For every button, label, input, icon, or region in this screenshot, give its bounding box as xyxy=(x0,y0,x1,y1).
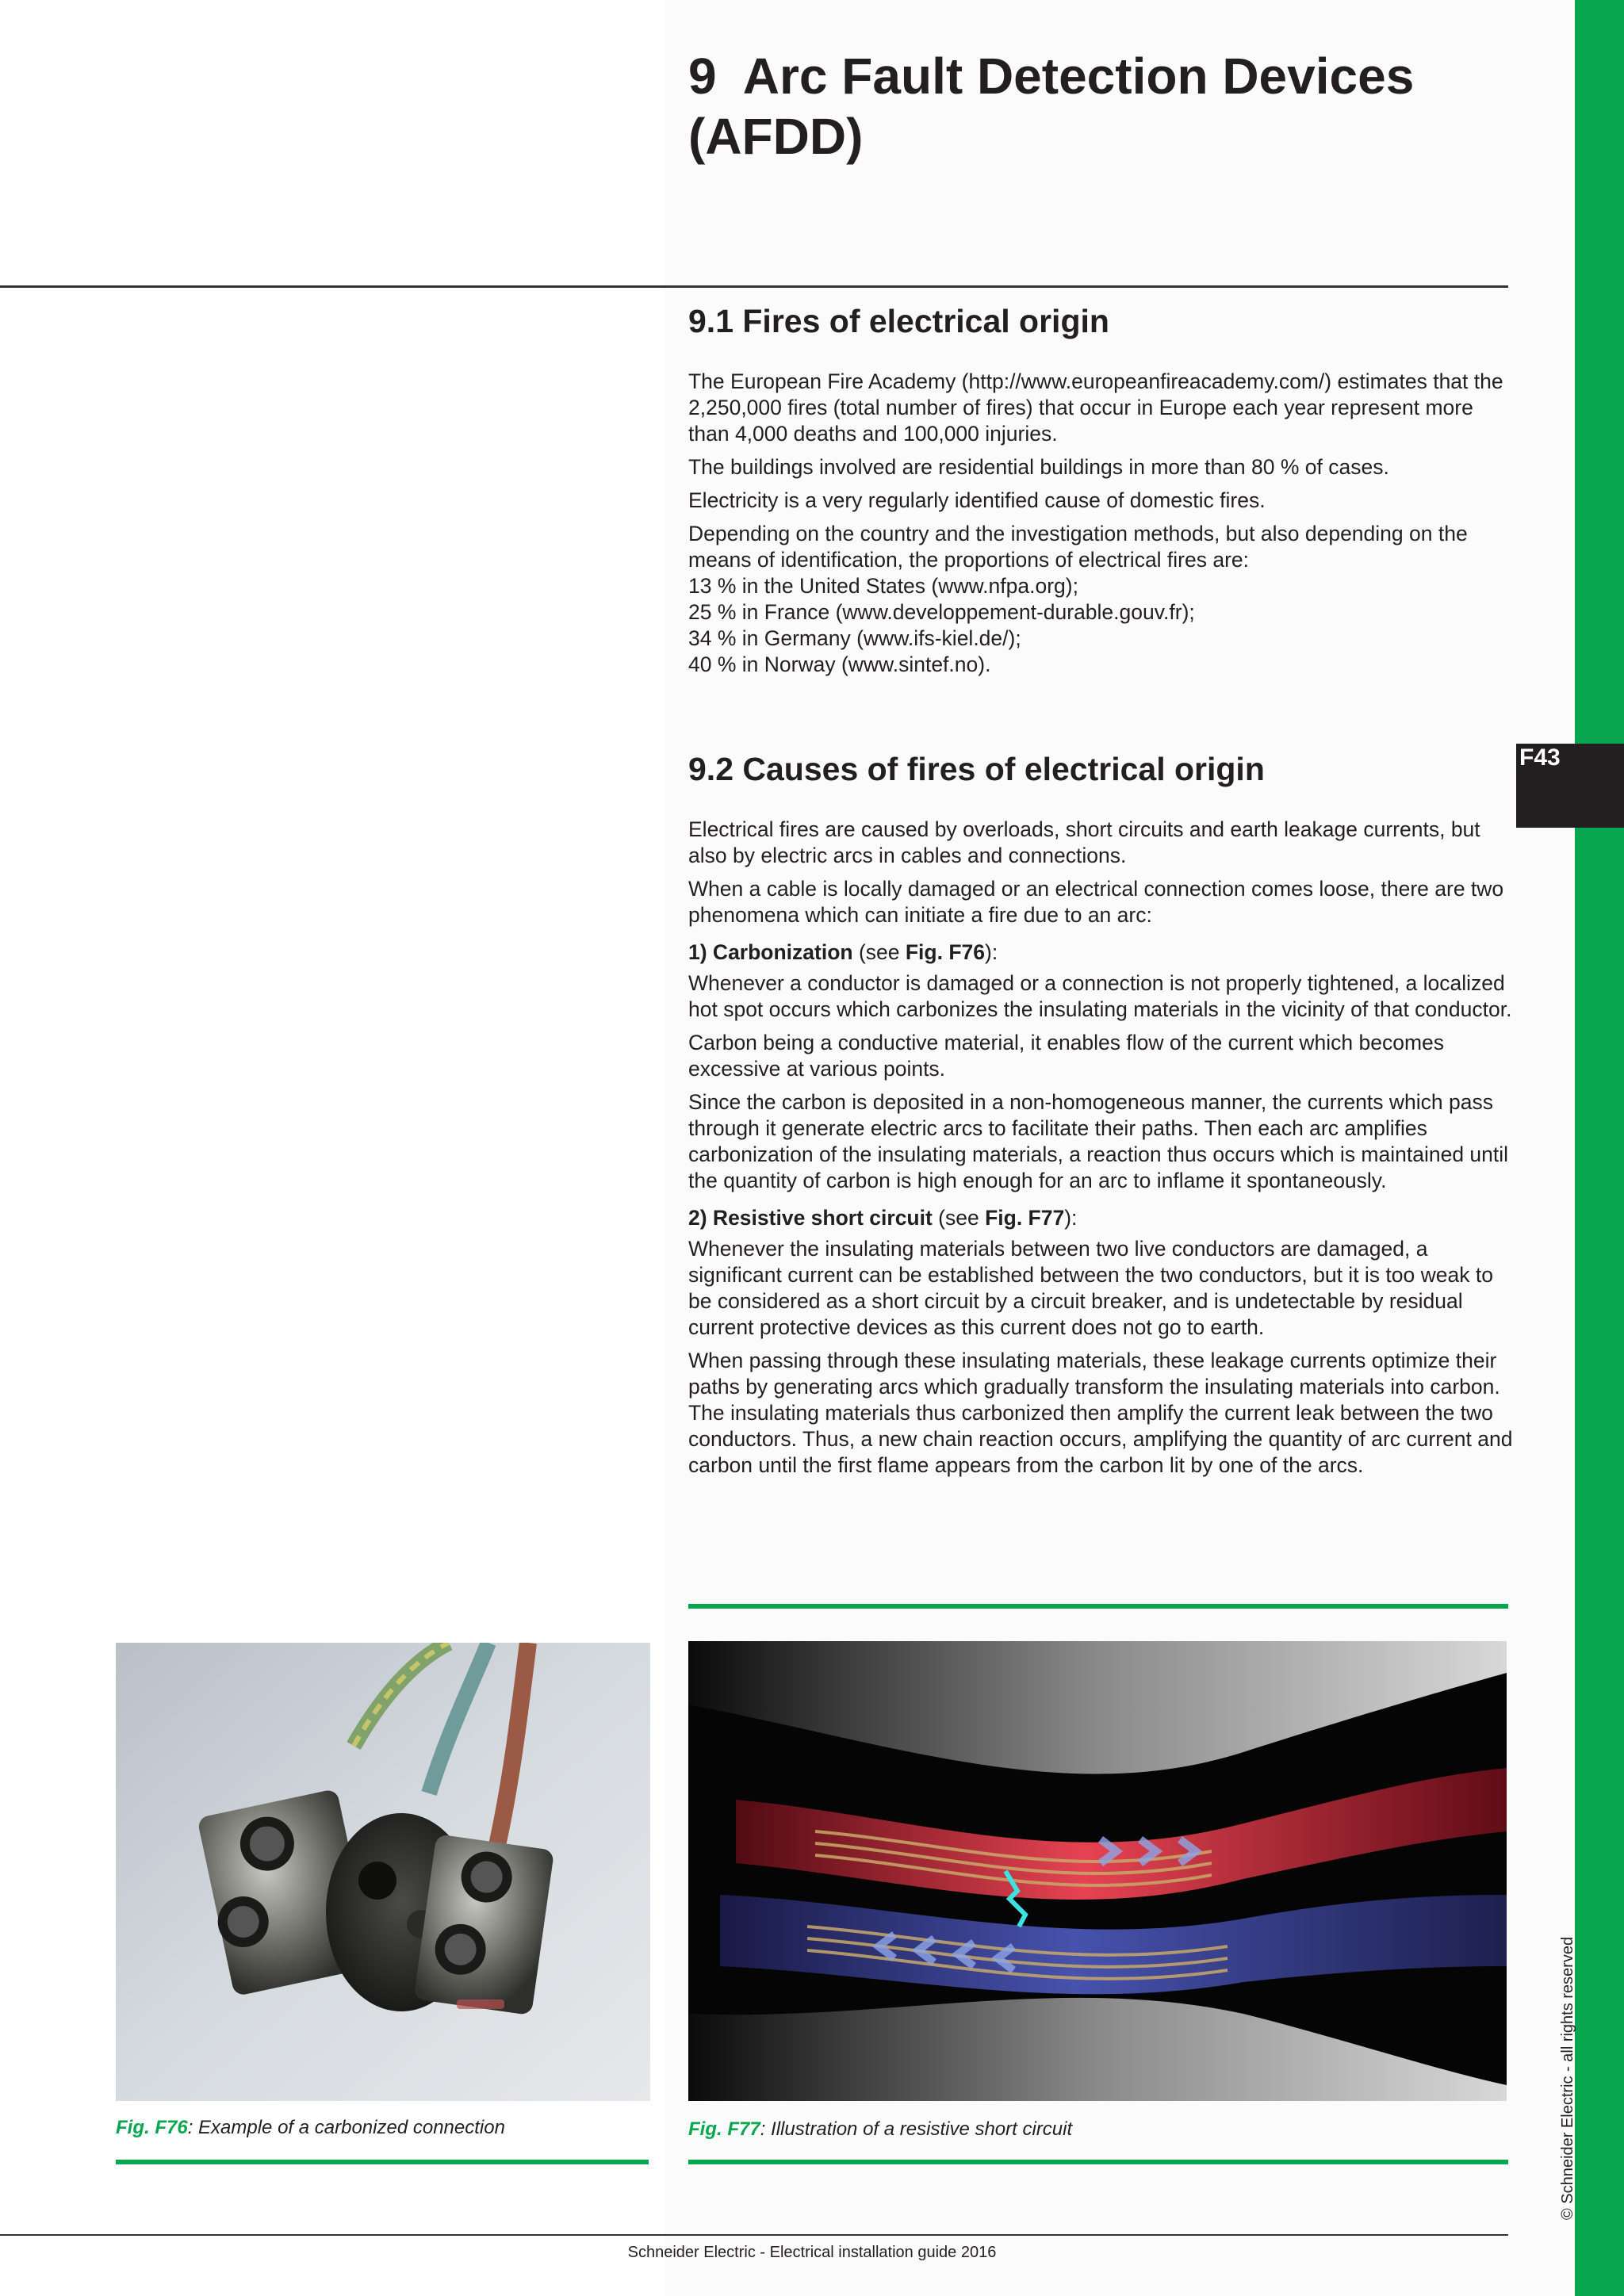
subheading-title: 1) Carbonization xyxy=(688,940,853,964)
paragraph: Since the carbon is deposited in a non-homogeneous manner, the currents which pass through it generate electric arcs to facilitate their paths. Then each arc amplifies carbonization of the insulating materials, a reaction thus occurs which is maintained until the quantity of carbon is high enough for an arc to inflame it spontaneously. xyxy=(688,1090,1509,1192)
stat-line: 34 % in Germany (www.ifs-kiel.de/); xyxy=(688,626,1021,650)
paragraph: Carbon being a conductive material, it enables flow of the current which becomes excessive at various points. xyxy=(688,1031,1445,1081)
figure-reference: Fig. F76 xyxy=(905,940,986,964)
stat-line: 40 % in Norway (www.sintef.no). xyxy=(688,652,991,676)
page-footer: Schneider Electric - Electrical installation guide 2016 xyxy=(627,2244,997,2261)
paragraph: Whenever the insulating materials between two live conductors are damaged, a significant current can be established between the two conductors, but it is too weak to be considered as a short circuit by a circuit breaker, and is undetectable by residual current protective devices as this current does not go to earth. xyxy=(688,1237,1493,1339)
subheading-see: (see xyxy=(932,1206,986,1230)
carbonized-connection-photo xyxy=(116,1643,650,2101)
figure-bottom-rule xyxy=(116,2160,649,2164)
stat-line: 25 % in France (www.developpement-durable.gouv.fr); xyxy=(688,600,1195,624)
resistive-short-circuit-illustration xyxy=(688,1641,1507,2101)
figure-top-rule xyxy=(688,1604,1508,1609)
paragraph: Electricity is a very regularly identified cause of domestic fires. xyxy=(688,488,1266,512)
figure-reference: Fig. F77 xyxy=(985,1206,1065,1230)
chapter-title xyxy=(688,46,1497,166)
figure-caption-text: : Example of a carbonized connection xyxy=(187,2117,505,2138)
paragraph: The buildings involved are residential buildings in more than 80 % of cases. xyxy=(688,455,1389,479)
subheading-title: 2) Resistive short circuit xyxy=(688,1206,933,1230)
subheading-carbonization xyxy=(688,939,1513,966)
figure-caption-f77 xyxy=(688,2118,1072,2141)
side-color-band xyxy=(1575,0,1624,2296)
subheading-resistive-short-circuit xyxy=(688,1205,1513,1231)
paragraph: When passing through these insulating materials, these leakage currents optimize their paths by generating arcs which gradually transform the insulating materials into carbon. xyxy=(688,1349,1500,1399)
paragraph xyxy=(688,521,1513,678)
footer-divider xyxy=(0,2234,1508,2236)
subheading-end: ): xyxy=(1064,1206,1078,1230)
section-heading-9-2: 9.2 Causes of fires of electrical origin xyxy=(688,751,1265,787)
section-9-2-body xyxy=(688,817,1513,1486)
page-number: F43 xyxy=(1519,744,1561,771)
figure-label: Fig. F77 xyxy=(688,2118,760,2140)
paragraph: When a cable is locally damaged or an electrical connection comes loose, there are two phenomena which can initiate a fire due to an arc: xyxy=(688,877,1504,927)
figure-bottom-rule xyxy=(688,2160,1508,2164)
paragraph-text: Depending on the country and the investigation methods, but also depending on the means of identification, the proportions of electrical fires are: xyxy=(688,522,1468,572)
figure-label: Fig. F76 xyxy=(116,2117,188,2138)
paragraph: Electrical fires are caused by overloads, short circuits and earth leakage currents, but also by electric arcs in cables and connections. xyxy=(688,817,1480,867)
paragraph: The insulating materials thus carbonized then amplify the current leak between the two conductors. Thus, a new chain reaction occurs, amplifying the quantity of arc current and carbon until the first flame appears from the carbon lit by one of the arcs. xyxy=(688,1401,1513,1477)
paragraph: Whenever a conductor is damaged or a connection is not properly tightened, a localized hot spot occurs which carbonizes the insulating materials in the vicinity of that conductor. xyxy=(688,971,1512,1021)
figure-caption-f76 xyxy=(116,2117,505,2139)
figure-caption-text: : Illustration of a resistive short circuit xyxy=(760,2118,1073,2140)
page-number-tab xyxy=(1516,744,1624,828)
section-heading-9-1: 9.1 Fires of electrical origin xyxy=(688,303,1109,339)
chapter-title-line1: 9 Arc Fault Detection Devices xyxy=(688,48,1415,105)
subheading-end: ): xyxy=(985,940,998,964)
copyright-notice: © Schneider Electric - all rights reserved xyxy=(1559,1936,1576,2220)
paragraph: The European Fire Academy (http://www.europeanfireacademy.com/) estimates that the 2,250,000 fires (total number of fires) that occur in Europe each year represent more than 4,000 deaths and 100,000 injuries. xyxy=(688,369,1503,446)
subheading-see: (see xyxy=(852,940,906,964)
header-divider xyxy=(0,285,1508,288)
section-9-1-body xyxy=(688,369,1513,678)
stat-line: 13 % in the United States (www.nfpa.org); xyxy=(688,574,1078,598)
chapter-title-line2: (AFDD) xyxy=(688,108,864,165)
